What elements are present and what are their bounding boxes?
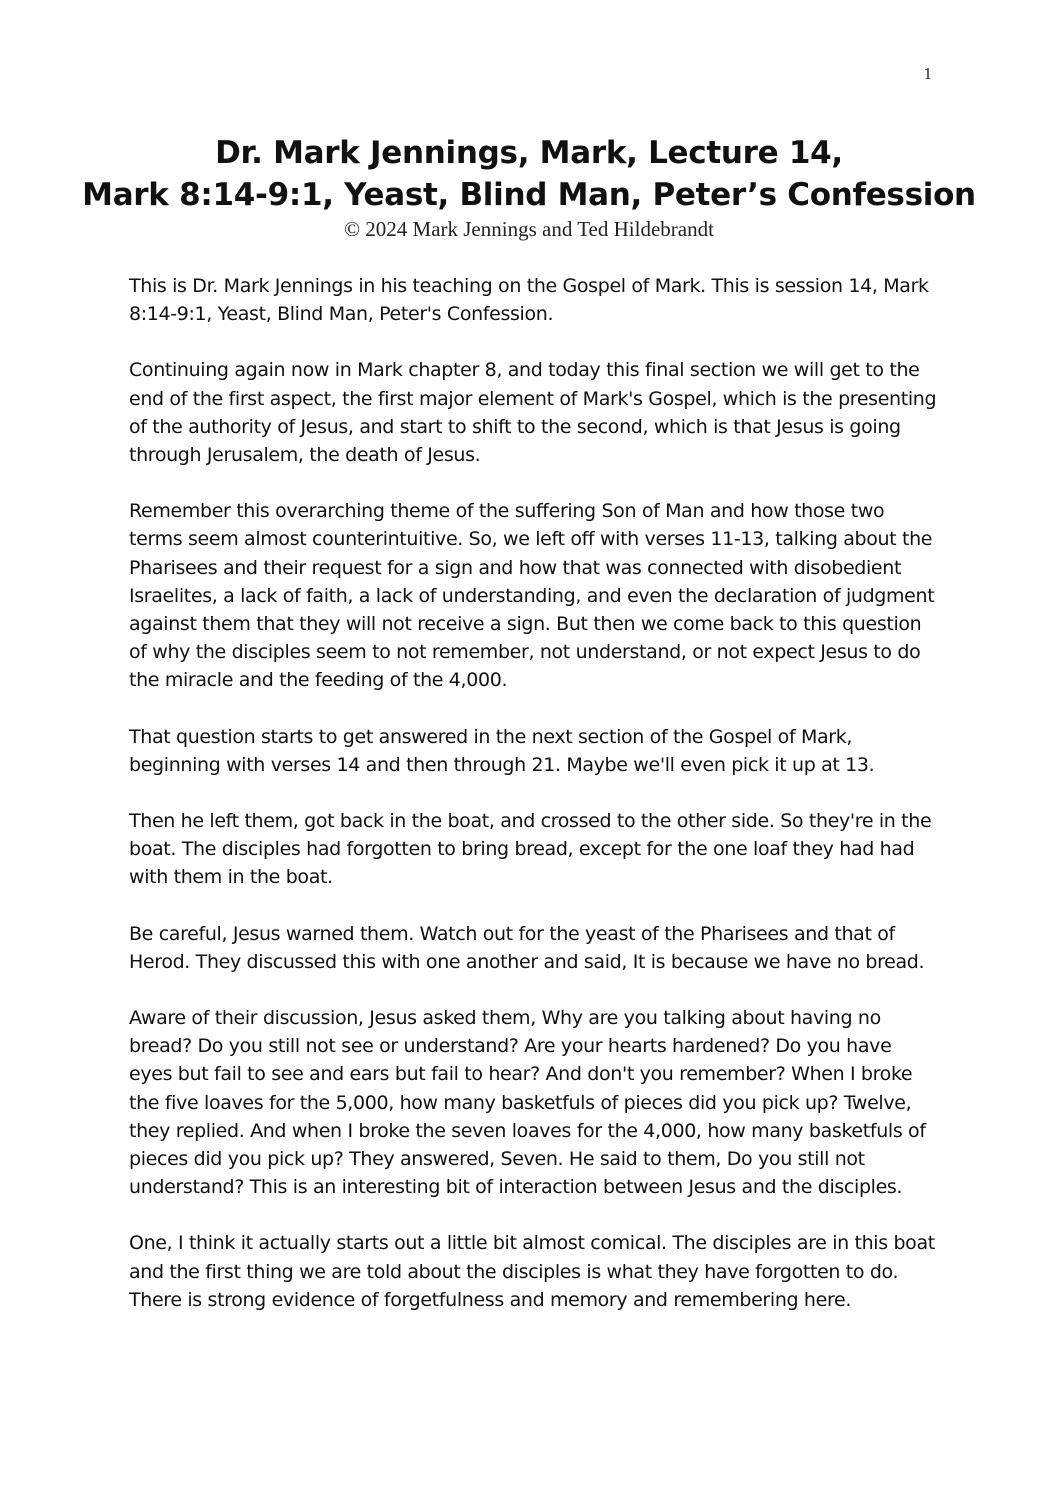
paragraph: That question starts to get answered in the next section of the Gospel of Mark, beginning with verses 14 and then through 21. Maybe we'll even pick it up at 13. <box>129 725 875 776</box>
paragraph: This is Dr. Mark Jennings in his teaching on the Gospel of Mark. This is session 14, Mark 8:14-9:1, Yeast, Blind Man, Peter's Confession. <box>129 275 929 326</box>
paragraph: Remember this overarching theme of the suffering Son of Man and how those two terms seem almost counterintuitive. So, we left off with verses 11-13, talking about the Pharisees and their request for a sign and how that was connected with disobedient Israelites, a lack of faith, a lack of understanding, and even the declaration of judgment against them that they will not receive a sign. But then we come back to this question of why the disciples seem to not remember, not understand, or not expect Jesus to do the miracle and the feeding of the 4,000. <box>129 500 935 692</box>
paragraph: One, I think it actually starts out a little bit almost comical. The disciples are in this boat and the first thing we are told about the disciples is what they have forgotten to do. There is strong evidence of forgetfulness and memory and remembering here. <box>129 1232 935 1311</box>
paragraph: Then he left them, got back in the boat, and crossed to the other side. So they're in the boat. The disciples had forgotten to bring bread, except for the one loaf they had had with them in the boat. <box>129 810 932 889</box>
paragraph: Continuing again now in Mark chapter 8, and today this final section we will get to the end of the first aspect, the first major element of Mark's Gospel, which is the presenting of the authority of Jesus, and start to shift to the second, which is that Jesus is going through Jerusalem, the death of Jesus. <box>129 359 937 467</box>
document-title-line-1: Dr. Mark Jennings, Mark, Lecture 14, <box>215 135 843 171</box>
paragraph: Aware of their discussion, Jesus asked them, Why are you talking about having no bread? Do you still not see or understand? Are your hearts hardened? Do you have eyes but fail to see and ears but fail to hear? And don't you remember? When I broke the five loaves for the 5,000, how many basketfuls of pieces did you pick up? Twelve, they replied. And when I broke the seven loaves for the 4,000, how many basketfuls of pieces did you pick up? They answered, Seven. He said to them, Do you still not understand? This is an interesting bit of interaction between Jesus and the disciples. <box>129 1007 926 1199</box>
copyright-notice: © 2024 Mark Jennings and Ted Hildebrandt <box>344 217 714 241</box>
page-number: 1 <box>923 64 932 83</box>
paragraph: Be careful, Jesus warned them. Watch out for the yeast of the Pharisees and that of Herod. They discussed this with one another and said, It is because we have no bread. <box>129 922 925 973</box>
document-body <box>129 272 939 1342</box>
document-title-line-2: Mark 8:14-9:1, Yeast, Blind Man, Peter’s Confession <box>82 177 976 213</box>
document-header <box>0 132 1058 242</box>
